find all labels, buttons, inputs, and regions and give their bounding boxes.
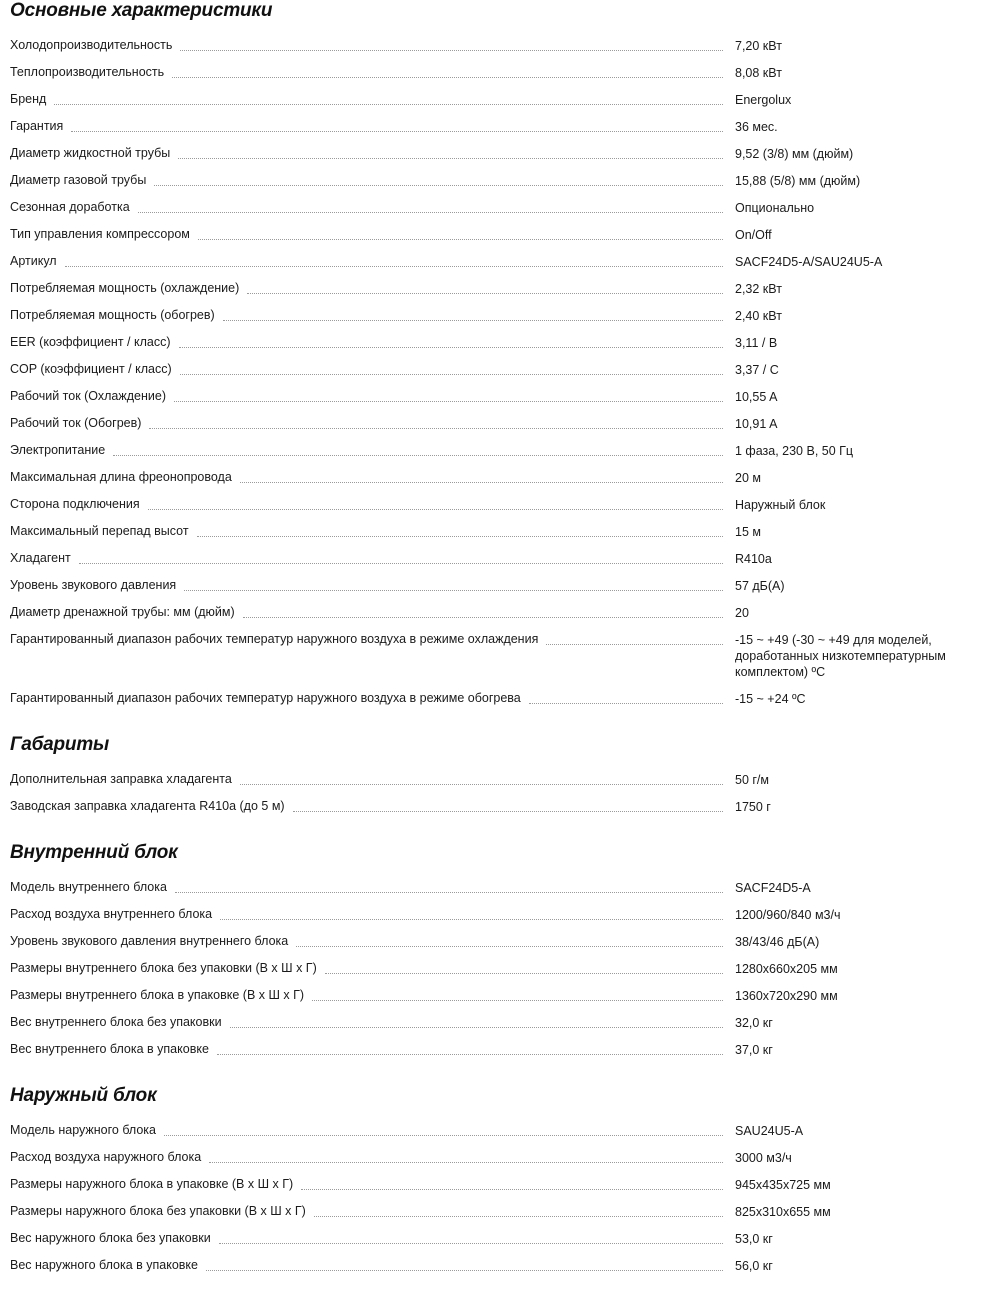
leader-dots [197, 527, 723, 537]
spec-label-cell [0, 955, 735, 982]
spec-value: 36 мес. [735, 120, 778, 134]
spec-label-cell [0, 518, 735, 545]
spec-label: Гарантированный диапазон рабочих температур наружного воздуха в режиме обогрева [10, 691, 521, 705]
leader-dots [164, 1126, 723, 1136]
spec-value: 1360x720x290 мм [735, 989, 838, 1003]
leader-dots [172, 68, 723, 78]
spec-label-cell [0, 1117, 735, 1144]
spec-value: 10,55 A [735, 390, 778, 404]
leader-dots [175, 883, 723, 893]
spec-value: 7,20 кВт [735, 39, 782, 53]
leader-dots [546, 635, 723, 645]
leader-dots [138, 203, 723, 213]
spec-label-cell [0, 1252, 735, 1279]
spec-table [0, 32, 995, 712]
spec-label-cell [0, 793, 735, 820]
spec-value-cell [735, 599, 995, 626]
spec-label-line [0, 32, 735, 58]
leader-dots [240, 775, 723, 785]
table-row [0, 464, 995, 491]
spec-label: Вес внутреннего блока в упаковке [10, 1042, 209, 1056]
spec-section [0, 1085, 995, 1279]
spec-label-line [0, 1171, 735, 1197]
spec-value-cell [735, 491, 995, 518]
table-row [0, 1036, 995, 1063]
spec-label: Расход воздуха внутреннего блока [10, 907, 213, 921]
leader-dots [529, 694, 723, 704]
spec-label: Диаметр газовой трубы [10, 173, 147, 187]
spec-value: 56,0 кг [735, 1259, 773, 1273]
table-row [0, 793, 995, 820]
spec-value: 1750 г [735, 800, 771, 814]
table-row [0, 86, 995, 113]
spec-section [0, 842, 995, 1063]
spec-label: Диаметр дренажной трубы: мм (дюйм) [10, 605, 235, 619]
spec-label-cell [0, 1144, 735, 1171]
spec-label-cell [0, 221, 735, 248]
spec-label-line [0, 901, 735, 927]
spec-value-cell [735, 874, 995, 901]
spec-label: Рабочий ток (Охлаждение) [10, 389, 166, 403]
spec-label-line [0, 1036, 735, 1062]
spec-value-cell [735, 1036, 995, 1063]
spec-value: On/Off [735, 228, 772, 242]
spec-label-cell [0, 464, 735, 491]
leader-dots [296, 937, 723, 947]
spec-label: Максимальный перепад высот [10, 524, 189, 538]
leader-dots [206, 1261, 723, 1271]
spec-value: 37,0 кг [735, 1043, 773, 1057]
table-row [0, 955, 995, 982]
spec-value-cell [735, 383, 995, 410]
spec-label: Потребляемая мощность (обогрев) [10, 308, 215, 322]
spec-label: Вес наружного блока в упаковке [10, 1258, 198, 1272]
table-row [0, 437, 995, 464]
leader-dots [198, 230, 723, 240]
table-row [0, 518, 995, 545]
spec-label-cell [0, 1009, 735, 1036]
spec-label-line [0, 221, 735, 247]
table-row [0, 32, 995, 59]
spec-label-line [0, 86, 735, 112]
spec-value: 1 фаза, 230 В, 50 Гц [735, 444, 854, 458]
leader-dots [325, 964, 723, 974]
table-row [0, 1198, 995, 1225]
spec-value-cell [735, 518, 995, 545]
spec-label: Размеры внутреннего блока без упаковки (В х Ш х Г) [10, 961, 317, 975]
table-row [0, 572, 995, 599]
leader-dots [220, 910, 723, 920]
spec-label-cell [0, 140, 735, 167]
spec-label-line [0, 329, 735, 355]
spec-label-cell [0, 626, 735, 685]
leader-dots [223, 311, 723, 321]
table-row [0, 874, 995, 901]
spec-label: Артикул [10, 254, 57, 268]
spec-value-cell [735, 572, 995, 599]
spec-label-line [0, 1009, 735, 1035]
spec-label-line [0, 874, 735, 900]
spec-label-line [0, 1225, 735, 1251]
table-row [0, 928, 995, 955]
spec-label: Расход воздуха наружного блока [10, 1150, 202, 1164]
spec-label-line [0, 302, 735, 328]
leader-dots [154, 176, 723, 186]
leader-dots [71, 122, 723, 132]
spec-value: 1280x660x205 мм [735, 962, 838, 976]
table-row [0, 410, 995, 437]
spec-label-cell [0, 874, 735, 901]
leader-dots [314, 1207, 723, 1217]
spec-value: 3,11 / B [735, 336, 778, 350]
spec-value: -15 ~ +24 ºC [735, 692, 806, 706]
spec-value: 20 [735, 606, 749, 620]
leader-dots [180, 41, 723, 51]
spec-label-line [0, 518, 735, 544]
spec-value-cell [735, 1225, 995, 1252]
section-title: Габариты [10, 734, 110, 755]
spec-value: 20 м [735, 471, 761, 485]
leader-dots [219, 1234, 723, 1244]
spec-label-cell [0, 302, 735, 329]
spec-value-cell [735, 793, 995, 820]
spec-label-cell [0, 356, 735, 383]
spec-label-line [0, 167, 735, 193]
spec-label-cell [0, 59, 735, 86]
leader-dots [209, 1153, 723, 1163]
table-row [0, 1117, 995, 1144]
table-row [0, 194, 995, 221]
spec-label-cell [0, 275, 735, 302]
spec-value-cell [735, 113, 995, 140]
leader-dots [184, 581, 723, 591]
spec-value-cell [735, 410, 995, 437]
section-title: Основные характеристики [10, 0, 273, 21]
table-row [0, 275, 995, 302]
spec-label-line [0, 572, 735, 598]
table-row [0, 140, 995, 167]
spec-label: Сезонная доработка [10, 200, 130, 214]
leader-dots [179, 338, 724, 348]
spec-label-cell [0, 599, 735, 626]
spec-label-line [0, 275, 735, 301]
leader-dots [79, 554, 723, 564]
table-row [0, 329, 995, 356]
spec-label-line [0, 982, 735, 1008]
table-row [0, 626, 995, 685]
spec-label-line [0, 545, 735, 571]
section-title: Внутренний блок [10, 842, 178, 863]
table-row [0, 1171, 995, 1198]
spec-label: Дополнительная заправка хладагента [10, 772, 232, 786]
spec-label-cell [0, 1225, 735, 1252]
spec-label-line [0, 140, 735, 166]
spec-value: -15 ~ +49 (-30 ~ +49 для моделей, доработанных низкотемпературным комплектом) ºC [735, 633, 946, 679]
spec-label-cell [0, 32, 735, 59]
table-row [0, 113, 995, 140]
spec-label-cell [0, 901, 735, 928]
spec-value-cell [735, 59, 995, 86]
spec-value: 825x310x655 мм [735, 1205, 831, 1219]
leader-dots [113, 446, 723, 456]
table-row [0, 167, 995, 194]
spec-label: Потребляемая мощность (охлаждение) [10, 281, 240, 295]
table-row [0, 545, 995, 572]
spec-value-cell [735, 302, 995, 329]
spec-table [0, 1117, 995, 1279]
spec-label: EER (коэффициент / класс) [10, 335, 171, 349]
spec-label-cell [0, 1036, 735, 1063]
table-row [0, 302, 995, 329]
leader-dots [243, 608, 723, 618]
leader-dots [312, 991, 723, 1001]
spec-value: SACF24D5-A [735, 881, 811, 895]
spec-label-line [0, 599, 735, 625]
table-row [0, 356, 995, 383]
spec-label: Электропитание [10, 443, 106, 457]
spec-label: Сторона подключения [10, 497, 140, 511]
leader-dots [180, 365, 723, 375]
table-row [0, 1225, 995, 1252]
spec-value: Наружный блок [735, 498, 826, 512]
leader-dots [174, 392, 723, 402]
spec-label-line [0, 793, 735, 819]
spec-label-line [0, 928, 735, 954]
spec-label-cell [0, 383, 735, 410]
spec-label-cell [0, 545, 735, 572]
spec-label-cell [0, 572, 735, 599]
spec-value: 3,37 / C [735, 363, 779, 377]
spec-value-cell [735, 221, 995, 248]
table-row [0, 1144, 995, 1171]
section-title: Наружный блок [10, 1085, 157, 1106]
spec-label-cell [0, 491, 735, 518]
spec-label-cell [0, 982, 735, 1009]
spec-value-cell [735, 194, 995, 221]
table-row [0, 59, 995, 86]
spec-label-cell [0, 410, 735, 437]
spec-label-line [0, 1144, 735, 1170]
spec-value-cell [735, 329, 995, 356]
spec-value: SACF24D5-A/SAU24U5-A [735, 255, 883, 269]
spec-label: Гарантированный диапазон рабочих температур наружного воздуха в режиме охлаждения [10, 632, 539, 646]
spec-label-line [0, 59, 735, 85]
table-row [0, 982, 995, 1009]
spec-value-cell [735, 928, 995, 955]
spec-label: Теплопроизводительность [10, 65, 165, 79]
spec-value-cell [735, 685, 995, 712]
spec-label-cell [0, 1171, 735, 1198]
spec-label-line [0, 194, 735, 220]
spec-label: Максимальная длина фреонопровода [10, 470, 232, 484]
spec-label-cell [0, 928, 735, 955]
spec-label: COP (коэффициент / класс) [10, 362, 172, 376]
spec-value: 57 дБ(A) [735, 579, 785, 593]
leader-dots [217, 1045, 723, 1055]
spec-value-cell [735, 982, 995, 1009]
spec-value-cell [735, 248, 995, 275]
table-row [0, 491, 995, 518]
spec-label: Тип управления компрессором [10, 227, 190, 241]
spec-label: Размеры внутреннего блока в упаковке (В х Ш х Г) [10, 988, 305, 1002]
spec-value-cell [735, 167, 995, 194]
spec-value-cell [735, 766, 995, 793]
spec-label: Модель наружного блока [10, 1123, 157, 1137]
spec-value-cell [735, 901, 995, 928]
spec-value: SAU24U5-A [735, 1124, 804, 1138]
spec-value-cell [735, 32, 995, 59]
spec-label: Рабочий ток (Обогрев) [10, 416, 142, 430]
spec-label: Хладагент [10, 551, 71, 565]
spec-value-cell [735, 626, 995, 685]
spec-value: 15 м [735, 525, 761, 539]
spec-value-cell [735, 545, 995, 572]
spec-label-line [0, 491, 735, 517]
spec-value: 3000 м3/ч [735, 1151, 792, 1165]
spec-label: Бренд [10, 92, 47, 106]
table-row [0, 599, 995, 626]
spec-label-line [0, 113, 735, 139]
leader-dots [65, 257, 723, 267]
spec-label-line [0, 356, 735, 382]
spec-label-line [0, 1252, 735, 1278]
spec-label-line [0, 685, 735, 711]
spec-label-cell [0, 194, 735, 221]
spec-value: 53,0 кг [735, 1232, 773, 1246]
spec-value-cell [735, 1009, 995, 1036]
spec-label-cell [0, 1198, 735, 1225]
spec-label-cell [0, 329, 735, 356]
table-row [0, 766, 995, 793]
spec-label: Уровень звукового давления [10, 578, 177, 592]
table-row [0, 1252, 995, 1279]
spec-label-line [0, 248, 735, 274]
spec-value: 38/43/46 дБ(A) [735, 935, 820, 949]
spec-value: 2,40 кВт [735, 309, 782, 323]
spec-label: Гарантия [10, 119, 64, 133]
spec-value: 1200/960/840 м3/ч [735, 908, 841, 922]
spec-label: Размеры наружного блока в упаковке (В х Ш х Г) [10, 1177, 294, 1191]
spec-value: R410a [735, 552, 772, 566]
spec-value: 2,32 кВт [735, 282, 782, 296]
spec-value-cell [735, 275, 995, 302]
leader-dots [149, 419, 723, 429]
spec-value-cell [735, 955, 995, 982]
table-row [0, 685, 995, 712]
spec-label: Вес наружного блока без упаковки [10, 1231, 211, 1245]
spec-label-cell [0, 685, 735, 712]
spec-value-cell [735, 1171, 995, 1198]
spec-label-line [0, 626, 735, 652]
leader-dots [293, 802, 723, 812]
spec-label-line [0, 1117, 735, 1143]
leader-dots [230, 1018, 723, 1028]
spec-value-cell [735, 1198, 995, 1225]
spec-label: Диаметр жидкостной трубы [10, 146, 171, 160]
spec-value: 50 г/м [735, 773, 770, 787]
spec-label-line [0, 383, 735, 409]
leader-dots [148, 500, 723, 510]
spec-label-cell [0, 86, 735, 113]
spec-value: 15,88 (5/8) мм (дюйм) [735, 174, 861, 188]
spec-label-line [0, 955, 735, 981]
spec-value-cell [735, 86, 995, 113]
leader-dots [240, 473, 723, 483]
spec-value: 8,08 кВт [735, 66, 782, 80]
table-row [0, 383, 995, 410]
spec-label: Модель внутреннего блока [10, 880, 167, 894]
spec-label-line [0, 1198, 735, 1224]
spec-label: Холодопроизводительность [10, 38, 173, 52]
spec-label-line [0, 766, 735, 792]
spec-value-cell [735, 1144, 995, 1171]
leader-dots [247, 284, 723, 294]
spec-value: 32,0 кг [735, 1016, 773, 1030]
leader-dots [54, 95, 723, 105]
spec-value-cell [735, 1117, 995, 1144]
spec-label-cell [0, 113, 735, 140]
spec-value-cell [735, 140, 995, 167]
spec-value: 10,91 A [735, 417, 778, 431]
spec-label: Вес внутреннего блока без упаковки [10, 1015, 222, 1029]
spec-label-cell [0, 437, 735, 464]
spec-label-cell [0, 248, 735, 275]
spec-label-line [0, 464, 735, 490]
spec-label: Размеры наружного блока без упаковки (В х Ш х Г) [10, 1204, 306, 1218]
spec-value: 9,52 (3/8) мм (дюйм) [735, 147, 854, 161]
spec-table [0, 766, 995, 820]
table-row [0, 1009, 995, 1036]
spec-label-cell [0, 167, 735, 194]
spec-value-cell [735, 1252, 995, 1279]
spec-label: Заводская заправка хладагента R410a (до 5 м) [10, 799, 285, 813]
spec-value: 945x435x725 мм [735, 1178, 831, 1192]
spec-section [0, 734, 995, 820]
leader-dots [178, 149, 723, 159]
spec-value: Energolux [735, 93, 792, 107]
table-row [0, 248, 995, 275]
leader-dots [301, 1180, 723, 1190]
spec-label-cell [0, 766, 735, 793]
spec-value-cell [735, 437, 995, 464]
spec-value: Опционально [735, 201, 815, 215]
spec-value-cell [735, 356, 995, 383]
spec-value-cell [735, 464, 995, 491]
spec-label-line [0, 410, 735, 436]
table-row [0, 901, 995, 928]
spec-table [0, 874, 995, 1063]
spec-label: Уровень звукового давления внутреннего блока [10, 934, 289, 948]
table-row [0, 221, 995, 248]
spec-label-line [0, 437, 735, 463]
